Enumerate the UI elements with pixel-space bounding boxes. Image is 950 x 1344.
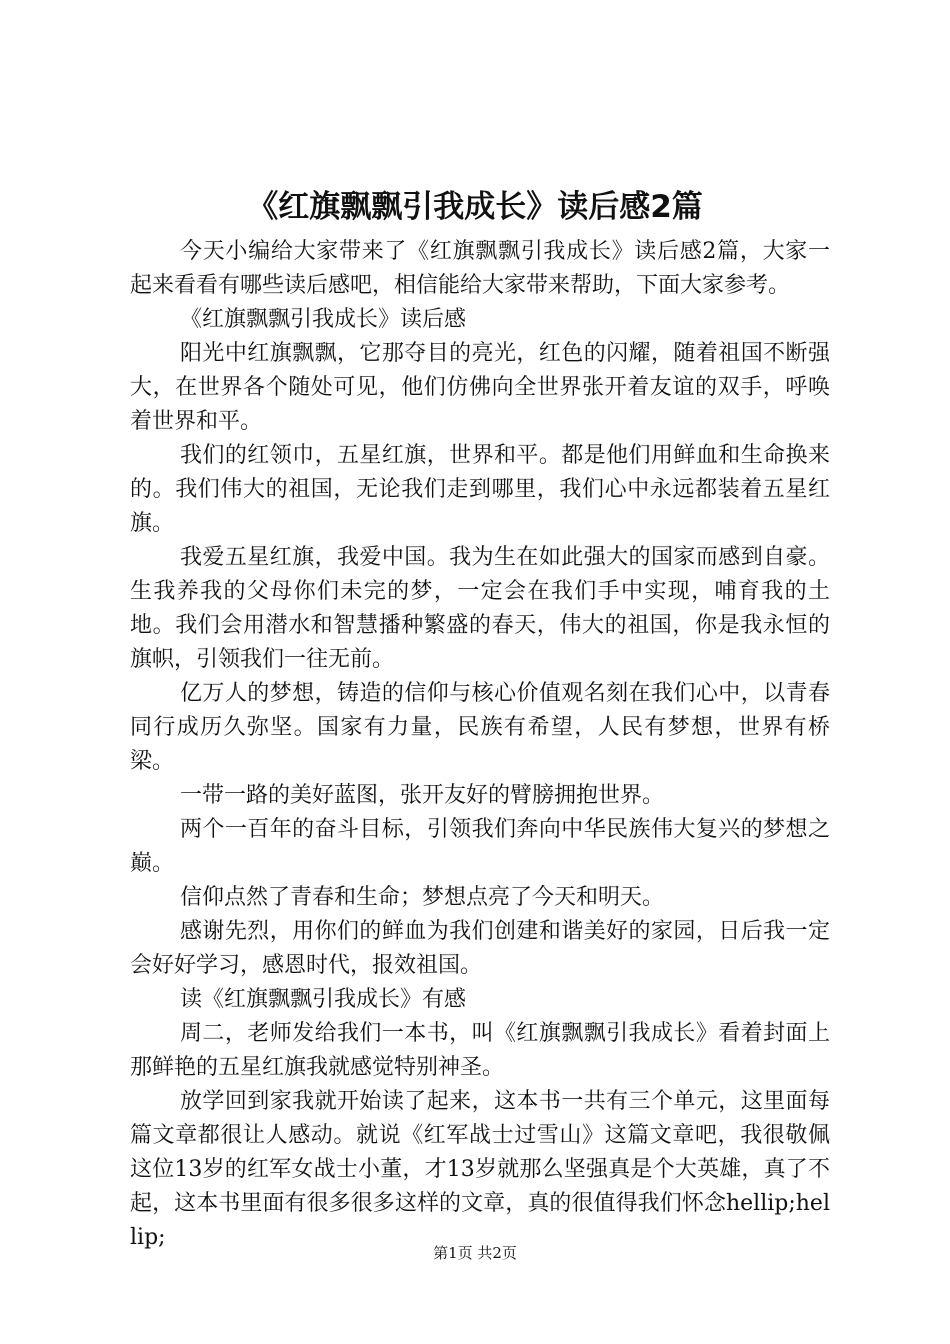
paragraph: 阳光中红旗飘飘，它那夺目的亮光，红色的闪耀，随着祖国不断强大，在世界各个随处可见，他们仿佛向全世界张开着友谊的双手，呼唤着世界和平。: [130, 341, 830, 434]
document-title: 《红旗飘飘引我成长》读后感2篇: [247, 189, 703, 225]
page-footer: 第1页 共2页: [433, 1244, 517, 1262]
paragraph: 放学回到家我就开始读了起来，这本书一共有三个单元，这里面每篇文章都很让人感动。就说《红军战士过雪山》这篇文章吧，我很敬佩这位13岁的红军女战士小董，才13岁就那么坚强真是个大英雄，真了不起，这本书里面有很多很多这样的文章，真的很值得我们怀念hellip;hellip;: [130, 1089, 830, 1250]
paragraph: 感谢先烈，用你们的鲜血为我们创建和谐美好的家园，日后我一定会好好学习，感恩时代，报效祖国。: [130, 919, 830, 978]
document-body: [130, 235, 830, 1255]
section-heading-2: 读《红旗飘飘引我成长》有感: [180, 987, 467, 1012]
section-heading-1: 《红旗飘飘引我成长》读后感: [180, 307, 467, 332]
paragraph: 我们的红领巾，五星红旗，世界和平。都是他们用鲜血和生命换来的。我们伟大的祖国，无论我们走到哪里，我们心中永远都装着五星红旗。: [130, 443, 830, 536]
paragraph: 亿万人的梦想，铸造的信仰与核心价值观名刻在我们心中，以青春同行成历久弥坚。国家有力量，民族有希望，人民有梦想，世界有桥梁。: [130, 681, 830, 774]
paragraph: 两个一百年的奋斗目标，引领我们奔向中华民族伟大复兴的梦想之巅。: [130, 817, 830, 876]
paragraph: 我爱五星红旗，我爱中国。我为生在如此强大的国家而感到自豪。生我养我的父母你们未完的梦，一定会在我们手中实现，哺育我的土地。我们会用潜水和智慧播种繁盛的春天，伟大的祖国，你是我永恒的旗帜，引领我们一往无前。: [130, 545, 830, 672]
paragraph: 周二，老师发给我们一本书，叫《红旗飘飘引我成长》看着封面上那鲜艳的五星红旗我就感觉特别神圣。: [130, 1021, 830, 1080]
paragraph: 信仰点然了青春和生命；梦想点亮了今天和明天。: [180, 885, 665, 910]
paragraph-intro: 今天小编给大家带来了《红旗飘飘引我成长》读后感2篇，大家一起来看看有哪些读后感吧，相信能给大家带来帮助，下面大家参考。: [130, 239, 830, 298]
paragraph: 一带一路的美好蓝图，张开友好的臂膀拥抱世界。: [180, 783, 665, 808]
